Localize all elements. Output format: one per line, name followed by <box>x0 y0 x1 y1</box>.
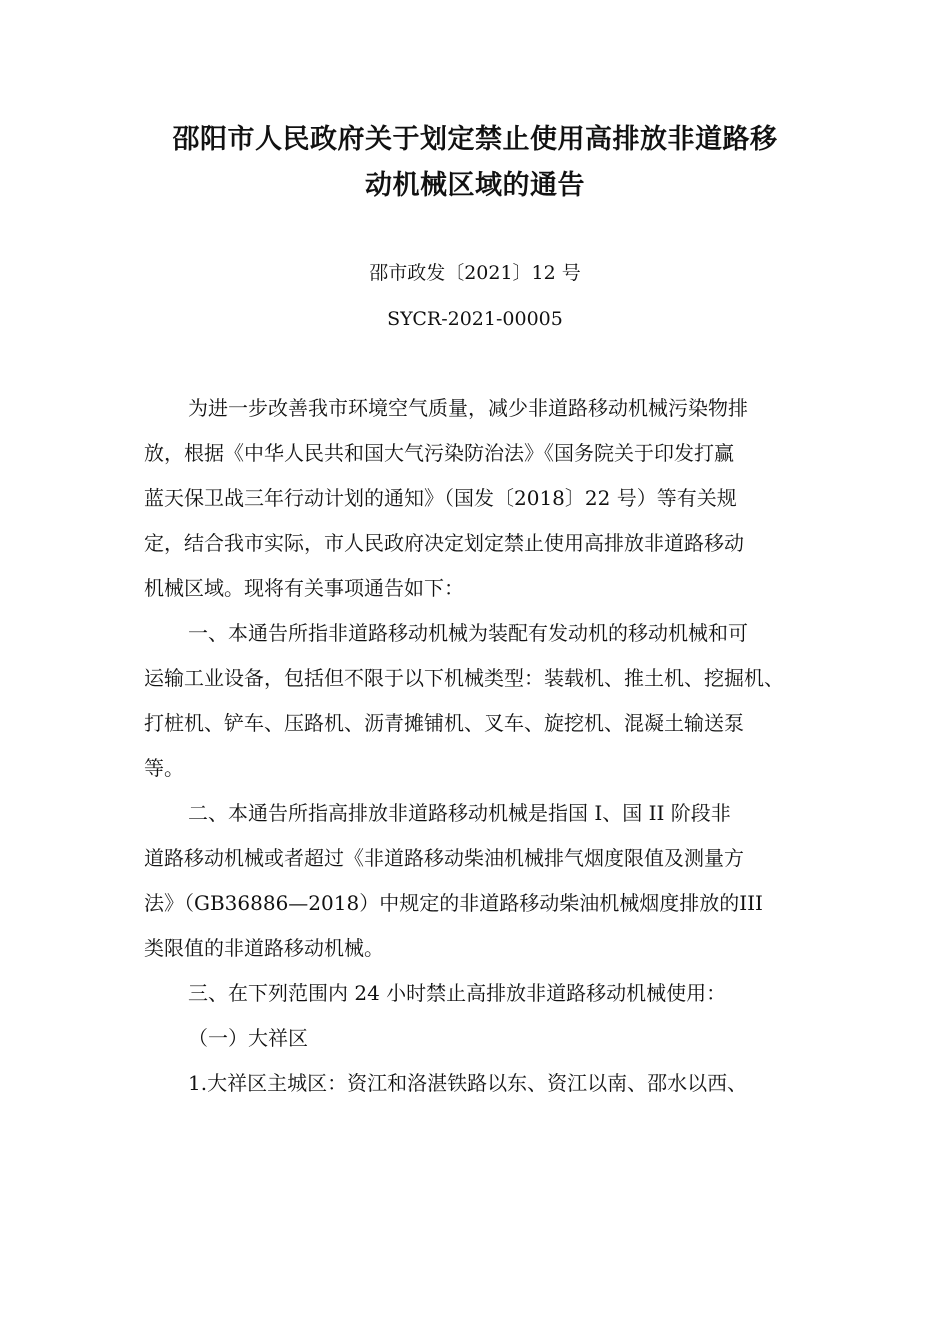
body-line: 机械区域。现将有关事项通告如下： <box>144 576 464 600</box>
document-registration-code: SYCR-2021-00005 <box>387 308 563 330</box>
body-line: 二、本通告所指高排放非道路移动机械是指国 I、国 II 阶段非 <box>188 801 731 825</box>
body-line: 运输工业设备，包括但不限于以下机械类型：装载机、推土机、挖掘机、 <box>144 666 784 690</box>
document-title-line-1: 邵阳市人民政府关于划定禁止使用高排放非道路移 <box>172 124 778 155</box>
body-line: 1.大祥区主城区：资江和洛湛铁路以东、资江以南、邵水以西、 <box>188 1071 748 1095</box>
section-heading: （一）大祥区 <box>188 1026 308 1050</box>
body-line: 三、在下列范围内 24 小时禁止高排放非道路移动机械使用： <box>188 981 727 1005</box>
body-line: 为进一步改善我市环境空气质量，减少非道路移动机械污染物排 <box>188 396 748 420</box>
body-line: 放，根据《中华人民共和国大气污染防治法》《国务院关于印发打赢 <box>144 441 734 465</box>
body-line: 道路移动机械或者超过《非道路移动柴油机械排气烟度限值及测量方 <box>144 846 744 870</box>
document-title-line-2: 动机械区域的通告 <box>365 170 585 201</box>
body-line: 定，结合我市实际，市人民政府决定划定禁止使用高排放非道路移动 <box>144 531 744 555</box>
body-line: 打桩机、铲车、压路机、沥青摊铺机、叉车、旋挖机、混凝土输送泵 <box>144 711 744 735</box>
document-issue-number: 邵市政发〔2021〕12 号 <box>369 262 581 284</box>
body-line: 类限值的非道路移动机械。 <box>144 936 384 960</box>
body-line: 一、本通告所指非道路移动机械为装配有发动机的移动机械和可 <box>188 621 748 645</box>
body-line: 等。 <box>144 756 184 780</box>
body-line: 蓝天保卫战三年行动计划的通知》（国发〔2018〕22 号）等有关规 <box>144 486 737 510</box>
body-line: 法》（GB36886—2018）中规定的非道路移动柴油机械烟度排放的III <box>144 891 763 915</box>
